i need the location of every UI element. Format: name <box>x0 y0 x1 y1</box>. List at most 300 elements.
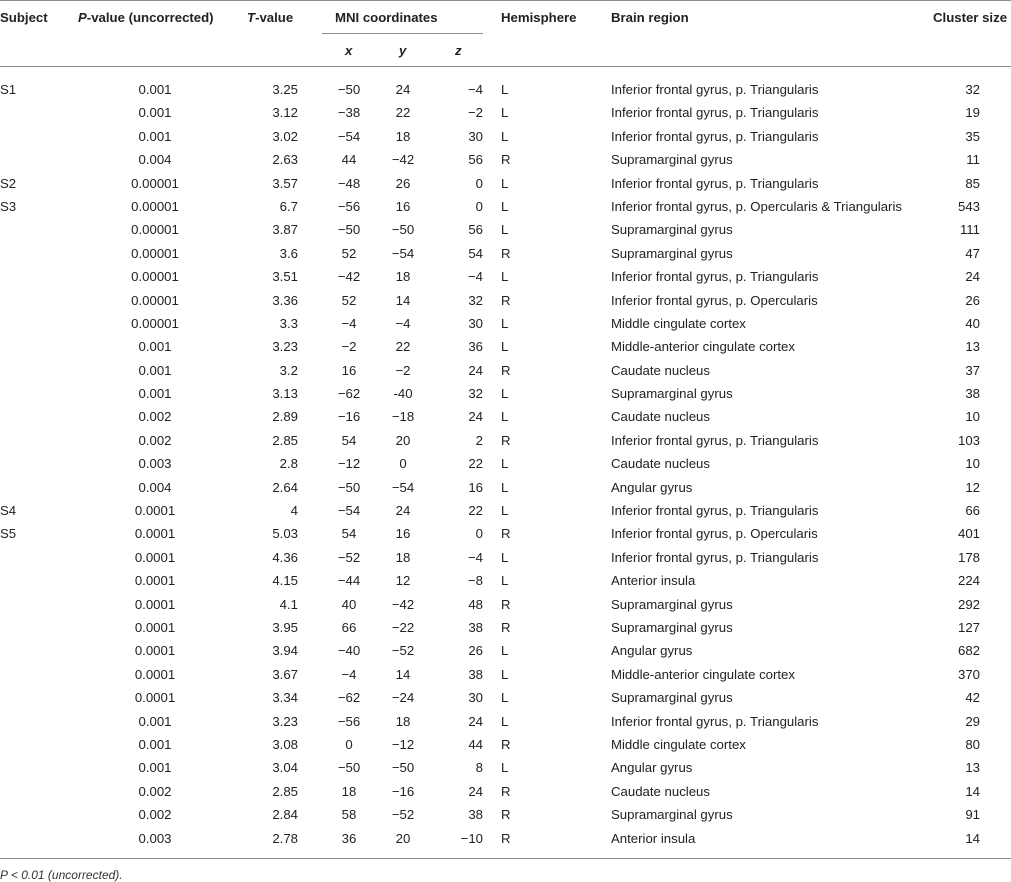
header-subject: Subject <box>0 10 48 25</box>
cell-x: −2 <box>341 339 357 355</box>
table-row <box>0 499 1011 522</box>
cell-cluster-size: 543 <box>957 198 980 214</box>
cell-hemisphere: L <box>501 503 509 519</box>
table-row <box>0 663 1011 686</box>
cell-brain-region: Angular gyrus <box>611 643 693 659</box>
cell-x: −38 <box>337 105 361 121</box>
cell-subject: S3 <box>0 198 17 214</box>
cell-cluster-size: 127 <box>957 619 980 635</box>
cell-p-value: 0.002 <box>138 783 172 799</box>
cell-cluster-size: 292 <box>957 596 980 612</box>
cell-p-value: 0.0001 <box>134 666 176 682</box>
cell-x: −4 <box>341 315 357 331</box>
cell-cluster-size: 40 <box>965 315 980 331</box>
table-row <box>0 195 1011 218</box>
cell-t-value: 4.36 <box>272 549 298 565</box>
table-row <box>0 710 1011 733</box>
cell-t-value: 2.85 <box>272 432 298 448</box>
cell-cluster-size: 14 <box>965 830 980 846</box>
cell-x: 16 <box>341 362 357 378</box>
cell-cluster-size: 85 <box>965 175 980 191</box>
cell-hemisphere: L <box>501 643 509 659</box>
table-row <box>0 429 1011 452</box>
cell-cluster-size: 24 <box>965 269 980 285</box>
cell-hemisphere: L <box>501 409 509 425</box>
cell-cluster-size: 38 <box>965 386 980 402</box>
table-row <box>0 335 1011 358</box>
cell-brain-region: Caudate nucleus <box>611 783 710 799</box>
cell-x: 52 <box>341 245 357 261</box>
cell-brain-region: Anterior insula <box>611 830 696 846</box>
cell-z: 56 <box>468 152 483 168</box>
table-row <box>0 242 1011 265</box>
header-t-italic: T <box>247 10 256 25</box>
cell-p-value: 0.0001 <box>134 643 176 659</box>
mni-subheader-rule <box>322 33 483 34</box>
cell-t-value: 4.15 <box>272 573 298 589</box>
cell-brain-region: Anterior insula <box>611 573 696 589</box>
cell-y: −12 <box>391 736 415 752</box>
cell-brain-region: Inferior frontal gyrus, p. Opercularis <box>611 526 818 542</box>
cell-y: −50 <box>391 760 415 776</box>
cell-t-value: 3.87 <box>272 222 298 238</box>
table-row <box>0 780 1011 803</box>
table-row <box>0 639 1011 662</box>
cell-x: −16 <box>337 409 361 425</box>
cell-t-value: 3.2 <box>279 362 298 378</box>
cell-hemisphere: L <box>501 479 509 495</box>
cell-p-value: 0.0001 <box>134 690 176 706</box>
table-row <box>0 101 1011 124</box>
cell-p-value: 0.002 <box>138 432 172 448</box>
cell-p-value: 0.001 <box>138 386 172 402</box>
cell-y: 14 <box>395 666 411 682</box>
cell-p-value: 0.003 <box>138 830 172 846</box>
cell-t-value: 3.36 <box>272 292 298 308</box>
cell-t-value: 3.67 <box>272 666 298 682</box>
table-row <box>0 78 1011 101</box>
cell-brain-region: Inferior frontal gyrus, p. Opercularis & Triangularis <box>611 198 902 214</box>
table-row <box>0 172 1011 195</box>
header-mni-coordinates: MNI coordinates <box>335 10 438 25</box>
cell-x: −4 <box>341 666 357 682</box>
cell-cluster-size: 14 <box>965 783 980 799</box>
cell-x: −56 <box>337 198 361 214</box>
cell-t-value: 3.04 <box>272 760 298 776</box>
cell-z: 30 <box>468 315 483 331</box>
cell-brain-region: Supramarginal gyrus <box>611 619 733 635</box>
cell-z: 2 <box>475 432 483 448</box>
cell-hemisphere: L <box>501 386 509 402</box>
cell-hemisphere: R <box>501 619 511 635</box>
cell-cluster-size: 29 <box>965 713 980 729</box>
cell-p-value: 0.0001 <box>134 549 176 565</box>
cell-cluster-size: 682 <box>957 643 980 659</box>
cell-z: 48 <box>468 596 483 612</box>
cell-y: −42 <box>391 152 415 168</box>
cell-cluster-size: 26 <box>965 292 980 308</box>
cell-z: −4 <box>467 82 483 97</box>
cell-p-value: 0.0001 <box>134 596 176 612</box>
cell-z: 32 <box>468 292 483 308</box>
cell-hemisphere: L <box>501 82 509 97</box>
cell-subject: S2 <box>0 175 17 191</box>
table-row <box>0 593 1011 616</box>
cell-y: 26 <box>395 175 411 191</box>
cell-brain-region: Inferior frontal gyrus, p. Triangularis <box>611 128 819 144</box>
cell-z: 24 <box>468 713 483 729</box>
cell-z: −8 <box>467 573 483 589</box>
cell-t-value: 3.57 <box>272 175 298 191</box>
header-t-rest: -value <box>255 10 294 25</box>
cell-brain-region: Caudate nucleus <box>611 456 710 472</box>
cell-brain-region: Supramarginal gyrus <box>611 386 733 402</box>
cell-cluster-size: 66 <box>965 503 980 519</box>
cell-z: 26 <box>468 643 483 659</box>
cell-brain-region: Inferior frontal gyrus, p. Triangularis <box>611 269 819 285</box>
cell-x: −12 <box>337 456 361 472</box>
cell-p-value: 0.00001 <box>131 175 179 191</box>
cell-x: 18 <box>341 783 357 799</box>
cell-p-value: 0.001 <box>138 713 172 729</box>
cell-t-value: 2.63 <box>272 152 298 168</box>
cell-y: −18 <box>391 409 415 425</box>
cell-cluster-size: 178 <box>957 549 980 565</box>
cell-y: −22 <box>391 619 415 635</box>
cell-p-value: 0.00001 <box>131 198 179 214</box>
cell-hemisphere: L <box>501 269 509 285</box>
cell-x: −50 <box>337 760 361 776</box>
table-row <box>0 756 1011 779</box>
cell-hemisphere: L <box>501 713 509 729</box>
cell-brain-region: Supramarginal gyrus <box>611 690 733 706</box>
cell-subject: S1 <box>0 82 17 97</box>
cell-y: 0 <box>399 456 407 472</box>
table-row <box>0 616 1011 639</box>
cell-y: 16 <box>395 198 411 214</box>
cell-p-value: 0.003 <box>138 456 172 472</box>
cell-hemisphere: L <box>501 315 509 331</box>
cell-brain-region: Angular gyrus <box>611 479 693 495</box>
cell-p-value: 0.00001 <box>131 269 179 285</box>
header-bottom-rule <box>0 66 1011 67</box>
cell-t-value: 4 <box>290 503 298 519</box>
cell-z: 0 <box>475 175 483 191</box>
cell-cluster-size: 42 <box>965 690 980 706</box>
cell-t-value: 3.95 <box>272 619 298 635</box>
cell-z: 22 <box>468 503 483 519</box>
cell-t-value: 2.89 <box>272 409 298 425</box>
cell-t-value: 2.85 <box>272 783 298 799</box>
cell-cluster-size: 32 <box>965 82 980 97</box>
cell-hemisphere: R <box>501 526 511 542</box>
cell-hemisphere: R <box>501 292 511 308</box>
cell-y: 12 <box>395 573 411 589</box>
cell-x: 54 <box>341 526 357 542</box>
cell-brain-region: Inferior frontal gyrus, p. Triangularis <box>611 503 819 519</box>
cell-y: 18 <box>395 549 411 565</box>
table-row <box>0 522 1011 545</box>
cell-hemisphere: L <box>501 760 509 776</box>
cell-y: −4 <box>395 315 411 331</box>
bottom-rule <box>0 858 1011 859</box>
cell-t-value: 3.94 <box>272 643 298 659</box>
cell-hemisphere: L <box>501 198 509 214</box>
cell-brain-region: Supramarginal gyrus <box>611 807 733 823</box>
cell-t-value: 6.7 <box>279 198 298 214</box>
cell-hemisphere: L <box>501 666 509 682</box>
header-p-value <box>78 10 214 25</box>
cell-brain-region: Supramarginal gyrus <box>611 222 733 238</box>
table-row <box>0 405 1011 428</box>
cell-z: −10 <box>460 830 483 846</box>
cell-x: −54 <box>337 128 361 144</box>
cell-z: 32 <box>468 386 483 402</box>
table-row <box>0 359 1011 382</box>
cell-z: −2 <box>467 105 483 121</box>
header-cluster-size: Cluster size <box>933 10 1008 25</box>
table-row <box>0 452 1011 475</box>
cell-p-value: 0.002 <box>138 807 172 823</box>
cell-z: 30 <box>468 690 483 706</box>
cell-t-value: 3.12 <box>272 105 298 121</box>
cell-y: −52 <box>391 807 415 823</box>
header-x: x <box>345 43 353 58</box>
cell-x: 40 <box>341 596 357 612</box>
cell-cluster-size: 12 <box>965 479 980 495</box>
cell-brain-region: Supramarginal gyrus <box>611 152 733 168</box>
cell-z: 24 <box>468 783 483 799</box>
cell-hemisphere: R <box>501 362 511 378</box>
cell-x: 58 <box>341 807 357 823</box>
header-hemisphere: Hemisphere <box>501 10 577 25</box>
cell-cluster-size: 91 <box>965 807 980 823</box>
table-body <box>0 78 1011 850</box>
cell-y: −24 <box>391 690 415 706</box>
cell-x: −40 <box>337 643 361 659</box>
cell-hemisphere: R <box>501 245 511 261</box>
header-z: z <box>455 43 462 58</box>
cell-p-value: 0.001 <box>138 362 172 378</box>
cell-cluster-size: 401 <box>957 526 980 542</box>
cell-x: −50 <box>337 479 361 495</box>
cell-brain-region: Inferior frontal gyrus, p. Triangularis <box>611 175 819 191</box>
cell-z: 38 <box>468 666 483 682</box>
cell-t-value: 3.3 <box>279 315 298 331</box>
cell-t-value: 2.64 <box>272 479 298 495</box>
cell-y: 24 <box>395 82 411 97</box>
cell-x: −42 <box>337 269 361 285</box>
table-row <box>0 803 1011 826</box>
cell-t-value: 3.08 <box>272 736 298 752</box>
cell-z: 30 <box>468 128 483 144</box>
cell-x: −54 <box>337 503 361 519</box>
cell-brain-region: Inferior frontal gyrus, p. Triangularis <box>611 105 819 121</box>
cell-p-value: 0.004 <box>138 479 172 495</box>
cell-x: −50 <box>337 82 361 97</box>
cell-hemisphere: R <box>501 736 511 752</box>
cell-x: 36 <box>341 830 357 846</box>
cell-cluster-size: 13 <box>965 760 980 776</box>
header-p-italic: P <box>78 10 87 25</box>
cell-cluster-size: 13 <box>965 339 980 355</box>
cell-z: 0 <box>475 198 483 214</box>
cell-brain-region: Inferior frontal gyrus, p. Triangularis <box>611 432 819 448</box>
cell-z: 24 <box>468 409 483 425</box>
cell-x: −56 <box>337 713 361 729</box>
cell-t-value: 5.03 <box>272 526 298 542</box>
cell-p-value: 0.001 <box>138 339 172 355</box>
cell-hemisphere: L <box>501 222 509 238</box>
cell-hemisphere: L <box>501 128 509 144</box>
cell-y: −2 <box>395 362 411 378</box>
cell-t-value: 3.13 <box>272 386 298 402</box>
cell-p-value: 0.0001 <box>134 526 176 542</box>
cell-t-value: 2.78 <box>272 830 298 846</box>
cell-hemisphere: L <box>501 339 509 355</box>
cell-t-value: 3.51 <box>272 269 298 285</box>
cell-t-value: 2.84 <box>272 807 298 823</box>
cell-subject: S4 <box>0 503 17 519</box>
cell-cluster-size: 47 <box>965 245 980 261</box>
header-t-value <box>247 10 293 25</box>
cell-cluster-size: 11 <box>966 152 980 168</box>
cell-cluster-size: 19 <box>965 105 980 121</box>
cell-hemisphere: R <box>501 152 511 168</box>
table-row <box>0 289 1011 312</box>
cell-hemisphere: L <box>501 573 509 589</box>
cell-t-value: 3.23 <box>272 713 298 729</box>
table-row <box>0 312 1011 335</box>
cell-cluster-size: 35 <box>965 128 980 144</box>
cell-hemisphere: R <box>501 596 511 612</box>
cell-cluster-size: 111 <box>959 222 980 238</box>
cell-subject: S5 <box>0 526 17 542</box>
cell-x: 66 <box>341 619 357 635</box>
cell-y: 16 <box>395 526 411 542</box>
cell-y: -40 <box>393 386 413 402</box>
cell-cluster-size: 224 <box>957 573 980 589</box>
cell-p-value: 0.001 <box>138 736 172 752</box>
cell-brain-region: Caudate nucleus <box>611 362 710 378</box>
cell-p-value: 0.0001 <box>134 573 176 589</box>
cell-z: 38 <box>468 619 483 635</box>
cell-t-value: 3.02 <box>272 128 298 144</box>
cell-y: 22 <box>395 105 411 121</box>
cell-y: 20 <box>395 432 411 448</box>
table-row <box>0 382 1011 405</box>
cell-y: 18 <box>395 713 411 729</box>
cell-t-value: 3.23 <box>272 339 298 355</box>
cell-z: −4 <box>467 549 483 565</box>
cell-y: −42 <box>391 596 415 612</box>
cell-x: −50 <box>337 222 361 238</box>
cell-z: 16 <box>468 479 483 495</box>
cell-brain-region: Middle-anterior cingulate cortex <box>611 666 795 682</box>
cell-x: −62 <box>337 386 361 402</box>
header-y: y <box>399 43 407 58</box>
cell-cluster-size: 80 <box>965 736 980 752</box>
table-row <box>0 733 1011 756</box>
cell-t-value: 3.34 <box>272 690 298 706</box>
cell-p-value: 0.002 <box>138 409 172 425</box>
cell-brain-region: Middle cingulate cortex <box>611 736 746 752</box>
cell-z: 44 <box>468 736 483 752</box>
header-p-rest: -value (uncorrected) <box>86 10 214 25</box>
cell-t-value: 3.25 <box>272 82 298 97</box>
top-rule <box>0 0 1011 1</box>
cell-z: 22 <box>468 456 483 472</box>
cell-z: 54 <box>468 245 483 261</box>
cell-hemisphere: L <box>501 105 509 121</box>
table-row <box>0 265 1011 288</box>
table-row <box>0 827 1011 850</box>
cell-cluster-size: 10 <box>965 409 980 425</box>
cell-hemisphere: R <box>501 807 511 823</box>
cell-p-value: 0.001 <box>138 128 172 144</box>
cell-p-value: 0.0001 <box>134 503 176 519</box>
cell-z: 36 <box>468 339 483 355</box>
cell-y: −54 <box>391 479 415 495</box>
table-row <box>0 218 1011 241</box>
cell-hemisphere: L <box>501 549 509 565</box>
cell-y: −16 <box>391 783 415 799</box>
cell-p-value: 0.00001 <box>131 292 179 308</box>
cell-z: 56 <box>468 222 483 238</box>
cell-y: 14 <box>395 292 411 308</box>
cell-p-value: 0.0001 <box>134 619 176 635</box>
table-row <box>0 686 1011 709</box>
cell-t-value: 2.8 <box>279 456 298 472</box>
cell-z: 24 <box>468 362 483 378</box>
cell-x: −44 <box>337 573 361 589</box>
cell-z: −4 <box>467 269 483 285</box>
cell-hemisphere: L <box>501 690 509 706</box>
cell-hemisphere: R <box>501 830 511 846</box>
cell-brain-region: Supramarginal gyrus <box>611 245 733 261</box>
cell-x: 54 <box>341 432 357 448</box>
cell-x: −52 <box>337 549 361 565</box>
cell-cluster-size: 37 <box>965 362 980 378</box>
cell-t-value: 3.6 <box>279 245 298 261</box>
cell-p-value: 0.004 <box>138 152 172 168</box>
cell-t-value: 4.1 <box>279 596 298 612</box>
cell-y: 20 <box>395 830 411 846</box>
cell-y: 18 <box>395 269 411 285</box>
cell-brain-region: Supramarginal gyrus <box>611 596 733 612</box>
table-row <box>0 546 1011 569</box>
cell-brain-region: Middle cingulate cortex <box>611 315 746 331</box>
cell-p-value: 0.00001 <box>131 222 179 238</box>
cell-brain-region: Inferior frontal gyrus, p. Triangularis <box>611 713 819 729</box>
cell-cluster-size: 10 <box>965 456 980 472</box>
cell-y: −50 <box>391 222 415 238</box>
cell-p-value: 0.00001 <box>131 245 179 261</box>
cell-cluster-size: 103 <box>957 432 980 448</box>
cell-hemisphere: R <box>501 783 511 799</box>
header-brain-region: Brain region <box>611 10 689 25</box>
cell-p-value: 0.00001 <box>131 315 179 331</box>
cell-y: −54 <box>391 245 415 261</box>
cell-x: −62 <box>337 690 361 706</box>
cell-hemisphere: L <box>501 456 509 472</box>
cell-x: 0 <box>345 736 353 752</box>
cell-brain-region: Angular gyrus <box>611 760 693 776</box>
table-row <box>0 125 1011 148</box>
cell-brain-region: Inferior frontal gyrus, p. Triangularis <box>611 549 819 565</box>
cell-z: 38 <box>468 807 483 823</box>
cell-p-value: 0.001 <box>138 105 172 121</box>
